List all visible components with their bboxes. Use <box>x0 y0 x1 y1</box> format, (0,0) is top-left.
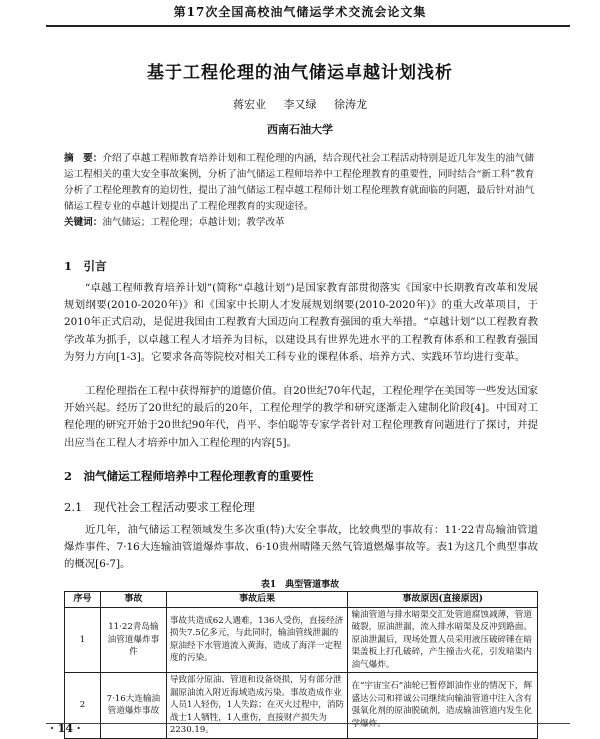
paper-title: 基于工程伦理的油气储运卓越计划浅析 <box>147 63 453 83</box>
affiliation: 西南石油大学 <box>267 123 333 136</box>
abstract-label: 摘 要： <box>64 153 103 164</box>
header-consequence: 事故后果 <box>166 592 348 608</box>
cell-no: 2 <box>65 673 101 739</box>
cell-no: 1 <box>65 607 101 673</box>
header-no: 序号 <box>65 592 101 608</box>
cell-accident: 11·22青岛输油管道爆炸事件 <box>100 607 166 673</box>
cell-cause: 输油管道与排水暗渠交汇处管道腐蚀减薄，管道破裂，原油泄漏，流入排水暗渠及反冲到路面。原油泄漏后，现场处置人员采用液压破碎锤在暗渠盖板上打孔破碎，产生撞击火花，引发暗渠内油气爆炸。 <box>348 607 538 673</box>
keywords-text: 油气储运；工程伦理；卓越计划；教学改革 <box>102 217 285 228</box>
table-header-row <box>65 592 538 608</box>
header-cause: 事故原因(直接原因) <box>348 592 538 608</box>
running-header: 第17次全国高校油气储运学术交流会论文集 <box>173 5 427 19</box>
keywords <box>64 216 538 230</box>
abstract <box>64 151 538 215</box>
cell-consequence: 导致部分原油、管道和设备烧损，另有部分泄漏原油流入附近海域造成污染。事故造成作业人员1人轻伤，1人失踪；在灭火过程中，消防战士1人牺牲，1人重伤，直接财产损失为2230.19。 <box>166 673 348 739</box>
footer-rule <box>46 723 570 724</box>
header-rule <box>46 25 570 27</box>
table-row <box>65 673 538 739</box>
accident-table <box>64 591 538 739</box>
cell-accident: 7·16大连输油管道爆炸事故 <box>100 673 166 739</box>
section2-heading: 2 油气储运工程师培养中工程伦理教育的重要性 <box>64 469 314 483</box>
paragraph-3: 近几年，油气储运工程领域发生多次重(特)大安全事故，比较典型的事故有：11·22青岛输油管道爆炸事件、7·16大连输油管道爆炸事故、6·10贵州晴隆天然气管道燃爆事故等。表1为这几个典型事故的概况[6-7]。 <box>64 524 538 571</box>
authors: 蒋宏业 李又绿 徐涛龙 <box>233 98 367 111</box>
section1-heading: 1 引言 <box>64 259 107 273</box>
paragraph-2: 工程伦理指在工程中获得辩护的道德价值。自20世纪70年代起，工程伦理学在美国等一些发达国家开始兴起。经历了20世纪的最后的20年，工程伦理学的教学和研究逐渐走入建制化阶段[4]。中国对工程伦理的研究开始于20世纪90年代，肖平、李伯聪等专家学者针对工程伦理教育问题进行了探讨，并提出应当在工程人才培养中加入工程伦理的内容[5]。 <box>64 385 538 449</box>
header-accident: 事故 <box>100 592 166 608</box>
table-caption: 表1 典型管道事故 <box>260 580 340 590</box>
section21-heading: 2.1 现代社会工程活动要求工程伦理 <box>64 500 255 514</box>
paragraph-1: “卓越工程师教育培养计划”(简称“卓越计划”)是国家教育部贯彻落实《国家中长期教育改革和发展规划纲要(2010-2020年)》和《国家中长期人才发展规划纲要(2010-2020年)》的重大改革项目，于2010年正式启动，是促进我国由工程教育大国迈向工程教育强国的重大举措。“卓越计划”以工程教育教学改革为抓手，以卓越工程人才培养为目标，以建设具有世界先进水平的工程教育体系和工程教育强国为努力方向[1-3]。它要求各高等院校对相关工科专业的课程体系、培养方式、实践环节均进行变革。 <box>64 282 538 363</box>
keywords-label: 关键词： <box>64 217 103 228</box>
cell-consequence: 事故共造成62人遇难，136人受伤，直接经济损失7.5亿多元，与此同时，输油管线泄漏的原油经下水管道流入黄海，造成了海洋一定程度的污染。 <box>166 607 348 673</box>
cell-cause: 在“宇宙宝石”油轮已暂停卸油作业的情况下，辉盛达公司和祥诚公司继续向输油管道中注入含有强氧化剂的原油脱硫剂，造成输油管道内发生化学爆炸。 <box>348 673 538 739</box>
abstract-text: 介绍了卓越工程师教育培养计划和工程伦理的内涵，结合现代社会工程活动特别是近几年发生的油气储运工程相关的重大安全事故案例，分析了油气储运工程师培养中工程伦理教育的重要性，同时结合“新工科”教育分析了工程伦理教育的迫切性，提出了油气储运工程卓越工程师计划工程伦理教育就面临的问题，最后针对油气储运工程专业的卓越计划提出了工程伦理教育的实现途径。 <box>64 153 535 212</box>
page-number: · 14 · <box>50 722 81 735</box>
table-row <box>65 607 538 673</box>
